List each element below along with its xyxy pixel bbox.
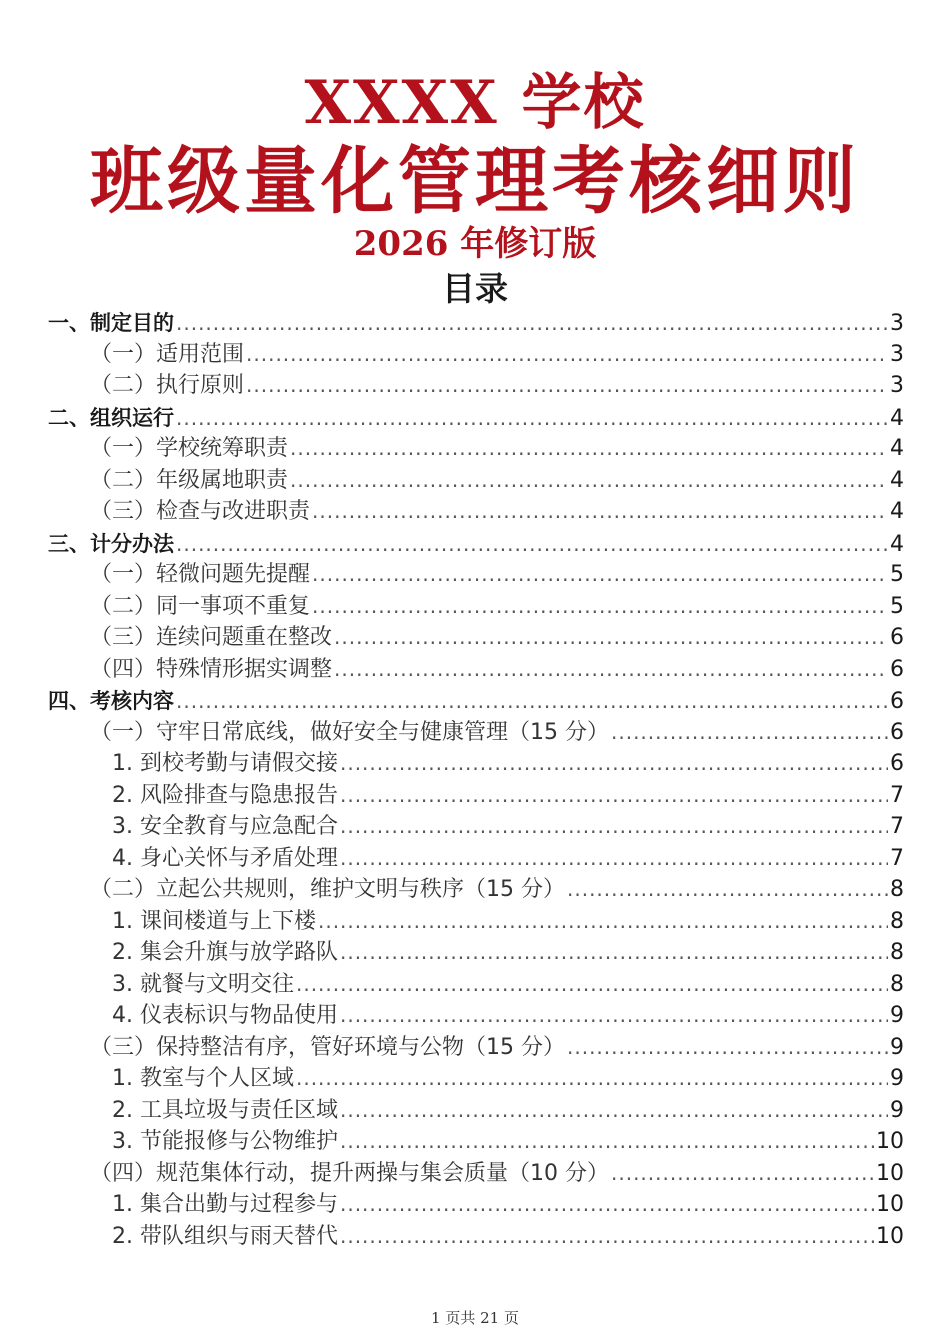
- dot-leader: [318, 906, 888, 938]
- toc-entry[interactable]: [48, 1063, 904, 1095]
- toc-entry[interactable]: [48, 622, 904, 654]
- toc-entry-label: （一）适用范围: [90, 341, 245, 367]
- toc-entry-page-number: 4: [890, 405, 904, 431]
- dot-leader: [340, 1095, 888, 1127]
- toc-entry-label: （三）检查与改进职责: [90, 499, 311, 524]
- toc-entry-page-number: 6: [890, 719, 904, 745]
- toc-entry[interactable]: [48, 780, 904, 812]
- toc-entry-page-number: 9: [890, 1097, 904, 1123]
- toc-entry-page-number: 9: [890, 1003, 904, 1028]
- toc-entry-label: 1. 教室与个人区域: [112, 1066, 294, 1091]
- toc-entry-page-number: 3: [890, 341, 904, 367]
- dot-leader: [611, 1158, 874, 1190]
- toc-entry-page-number: 7: [890, 814, 904, 839]
- toc-entry-label: 四、考核内容: [48, 688, 174, 713]
- dot-leader: [312, 496, 888, 528]
- toc-entry-page-number: 5: [890, 562, 904, 587]
- toc-entry-page-number: 8: [890, 908, 904, 934]
- dot-leader: [340, 780, 888, 812]
- dot-leader: [340, 748, 888, 780]
- edition-label: 2026 年修订版: [353, 224, 597, 264]
- toc-entry-page-number: 10: [876, 1192, 904, 1217]
- toc-entry[interactable]: [48, 433, 904, 465]
- toc-entry-label: 4. 仪表标识与物品使用: [112, 1003, 338, 1028]
- toc-entry-label: 一、制定目的: [48, 310, 174, 335]
- toc-entry-page-number: 4: [890, 531, 904, 557]
- dot-leader: [340, 843, 888, 875]
- toc-entry-page-number: 6: [890, 689, 904, 714]
- table-of-contents: [48, 307, 904, 1252]
- toc-entry-label: 2. 带队组织与雨天替代: [112, 1223, 338, 1249]
- toc-entry-page-number: 4: [890, 499, 904, 524]
- toc-entry[interactable]: [48, 906, 904, 938]
- toc-entry[interactable]: [48, 465, 904, 497]
- toc-entry-page-number: 6: [890, 625, 904, 650]
- dot-leader: [334, 622, 888, 654]
- page-footer: 1 页共 21 页: [431, 1309, 519, 1327]
- dot-leader: [334, 654, 888, 686]
- toc-entry-page-number: 4: [890, 436, 904, 461]
- toc-entry-page-number: 4: [890, 467, 904, 493]
- dot-leader: [290, 465, 888, 497]
- toc-entry-label: 1. 集合出勤与过程参与: [112, 1192, 338, 1217]
- toc-entry-page-number: 9: [890, 1066, 904, 1091]
- dot-leader: [340, 1221, 874, 1253]
- toc-entry-label: （一）守牢日常底线，做好安全与健康管理（15 分）: [90, 719, 609, 745]
- toc-entry[interactable]: [48, 1158, 904, 1190]
- toc-entry[interactable]: [48, 307, 904, 339]
- dot-leader: [340, 1189, 874, 1221]
- toc-entry-page-number: 7: [890, 782, 904, 808]
- dot-leader: [340, 811, 888, 843]
- toc-entry-label: 1. 到校考勤与请假交接: [112, 751, 338, 776]
- toc-entry-page-number: 5: [890, 593, 904, 619]
- dot-leader: [312, 591, 888, 623]
- toc-entry-label: 4. 身心关怀与矛盾处理: [112, 845, 338, 871]
- toc-entry-label: （二）立起公共规则，维护文明与秩序（15 分）: [90, 877, 565, 902]
- toc-entry-page-number: 3: [890, 311, 904, 336]
- dot-leader: [340, 937, 888, 969]
- toc-entry[interactable]: [48, 937, 904, 969]
- toc-entry-label: 3. 节能报修与公物维护: [112, 1129, 338, 1154]
- toc-entry-page-number: 8: [890, 940, 904, 965]
- toc-entry-page-number: 3: [890, 373, 904, 398]
- toc-entry[interactable]: [48, 1221, 904, 1253]
- dot-leader: [567, 1032, 888, 1064]
- toc-entry[interactable]: [48, 1189, 904, 1221]
- dot-leader: [296, 969, 888, 1001]
- toc-entry-label: （三）连续问题重在整改: [90, 625, 333, 650]
- toc-entry-label: （四）规范集体行动，提升两操与集会质量（10 分）: [90, 1160, 609, 1186]
- toc-entry[interactable]: [48, 969, 904, 1001]
- toc-entry-label: 2. 集会升旗与放学路队: [112, 940, 338, 965]
- toc-entry[interactable]: [48, 370, 904, 402]
- toc-entry-label: 二、组织运行: [48, 404, 174, 430]
- toc-entry[interactable]: [48, 843, 904, 875]
- toc-entry[interactable]: [48, 339, 904, 371]
- toc-entry-label: 3. 就餐与文明交往: [112, 971, 294, 997]
- dot-leader: [340, 1126, 874, 1158]
- toc-entry-label: （二）年级属地职责: [90, 467, 289, 493]
- dot-leader: [176, 686, 888, 718]
- toc-entry[interactable]: [48, 1032, 904, 1064]
- toc-entry[interactable]: [48, 496, 904, 528]
- toc-entry[interactable]: [48, 1000, 904, 1032]
- toc-entry-label: （四）特殊情形据实调整: [90, 656, 333, 682]
- toc-entry-page-number: 8: [890, 877, 904, 902]
- toc-entry-page-number: 9: [890, 1034, 904, 1060]
- toc-entry-label: 1. 课间楼道与上下楼: [112, 908, 316, 934]
- toc-entry[interactable]: [48, 402, 904, 434]
- toc-entry-page-number: 10: [876, 1223, 904, 1249]
- toc-entry-page-number: 8: [890, 971, 904, 997]
- toc-entry-page-number: 6: [890, 656, 904, 682]
- toc-entry[interactable]: [48, 559, 904, 591]
- toc-entry-label: 2. 工具垃圾与责任区域: [112, 1097, 338, 1123]
- toc-entry[interactable]: [48, 811, 904, 843]
- toc-entry[interactable]: [48, 1126, 904, 1158]
- toc-entry[interactable]: [48, 874, 904, 906]
- toc-entry[interactable]: [48, 748, 904, 780]
- toc-entry-page-number: 6: [890, 751, 904, 776]
- toc-entry[interactable]: [48, 1095, 904, 1127]
- dot-leader: [567, 874, 888, 906]
- toc-entry-label: （一）学校统筹职责: [90, 436, 289, 461]
- toc-entry[interactable]: [48, 654, 904, 686]
- toc-entry-page-number: 10: [876, 1129, 904, 1154]
- dot-leader: [296, 1063, 888, 1095]
- toc-entry-label: （一）轻微问题先提醒: [90, 562, 311, 587]
- dot-leader: [340, 1000, 888, 1032]
- toc-entry-label: （二）同一事项不重复: [90, 593, 311, 619]
- dot-leader: [312, 559, 888, 591]
- dot-leader: [176, 529, 888, 561]
- document-title: 班级量化管理考核细则: [90, 138, 860, 224]
- toc-entry-label: （三）保持整洁有序，管好环境与公物（15 分）: [90, 1034, 565, 1060]
- dot-leader: [290, 433, 888, 465]
- toc-entry-label: 2. 风险排查与隐患报告: [112, 782, 338, 808]
- toc-entry-label: 三、计分办法: [48, 530, 174, 556]
- toc-entry[interactable]: [48, 717, 904, 749]
- dot-leader: [176, 403, 888, 435]
- dot-leader: [611, 717, 888, 749]
- toc-entry[interactable]: [48, 591, 904, 623]
- dot-leader: [246, 370, 888, 402]
- toc-heading: 目录: [442, 269, 508, 308]
- toc-entry[interactable]: [48, 528, 904, 560]
- toc-entry-page-number: 10: [876, 1160, 904, 1186]
- dot-leader: [246, 339, 888, 371]
- dot-leader: [176, 308, 888, 340]
- toc-entry[interactable]: [48, 685, 904, 717]
- school-name: XXXX 学校: [304, 68, 646, 138]
- toc-entry-label: （二）执行原则: [90, 373, 245, 398]
- toc-entry-label: 3. 安全教育与应急配合: [112, 814, 338, 839]
- toc-entry-page-number: 7: [890, 845, 904, 871]
